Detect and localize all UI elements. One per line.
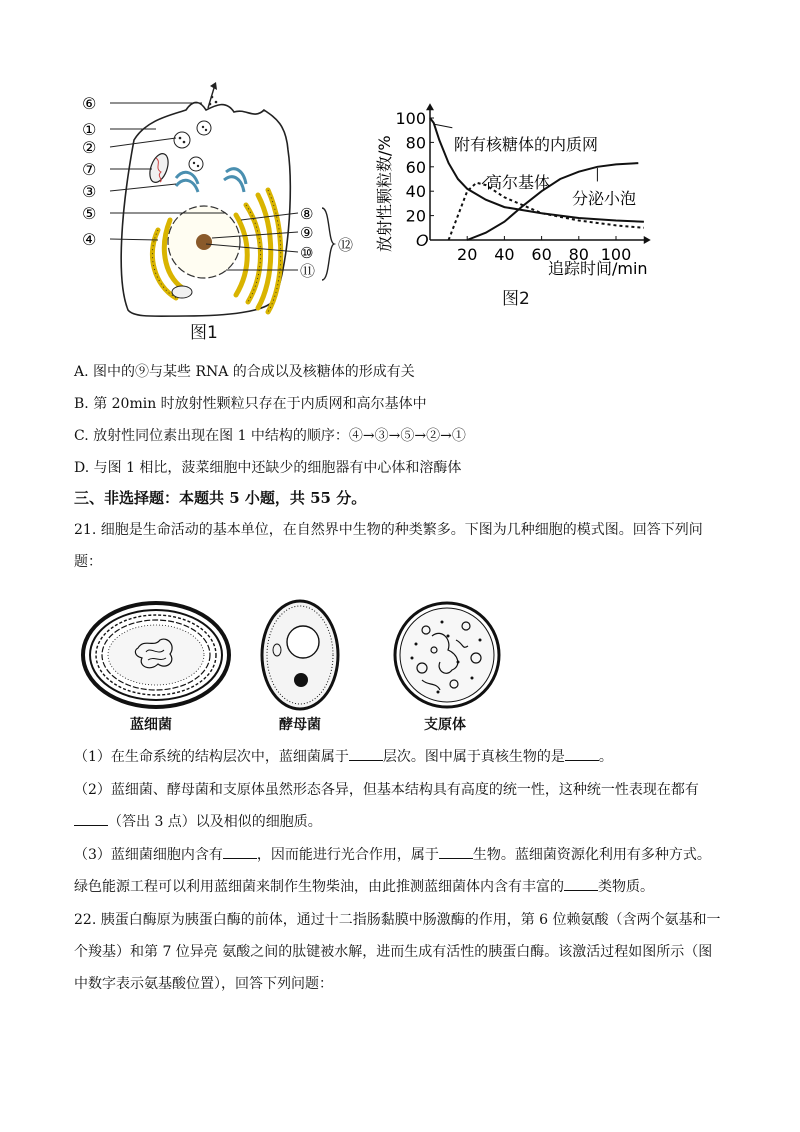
q21-p1-blank-2[interactable] <box>565 748 599 761</box>
series-label-golgi: 高尔基体 <box>486 173 551 192</box>
cell-name-mycoplasma: 支原体 <box>424 717 466 733</box>
label-9: ⑨ <box>300 224 314 242</box>
golgi-apparatus <box>176 169 246 192</box>
q21-p3-blank-2[interactable] <box>439 846 473 859</box>
figure2-ylabel: 放射性颗粒数/% <box>375 135 394 252</box>
q21-p3-text-b: ，因而能进行光合作用，属于 <box>256 847 439 863</box>
q21-part-2-line-2 <box>74 813 322 831</box>
q21-p3-text-d: 绿色能源工程可以利用蓝细菌来制作生物柴油，由此推测蓝细菌体内含有丰富的 <box>74 879 564 895</box>
yeast-illustration <box>259 598 341 712</box>
q21-p3-text-a: （3）蓝细菌细胞内含有 <box>74 847 223 863</box>
figure2-xlabel: 追踪时间/min <box>548 259 648 278</box>
label-1: ① <box>82 120 97 139</box>
option-a: A. 图中的⑨与某些 RNA 的合成以及核糖体的形成有关 <box>74 364 415 380</box>
q22-line-3: 中数字表示氨基酸位置），回答下列问题： <box>74 976 333 992</box>
q21-part-3-line-2 <box>74 878 654 896</box>
secretory-vesicle <box>174 132 190 148</box>
x-tick-label: 20 <box>457 245 478 264</box>
label-3: ③ <box>82 182 97 201</box>
label-6: ⑥ <box>82 94 97 113</box>
mycoplasma-illustration <box>392 600 502 710</box>
series-label-vesicle: 分泌小泡 <box>572 189 637 208</box>
cell-name-cyanobacteria: 蓝细菌 <box>130 717 172 733</box>
option-d: D. 与图 1 相比，菠菜细胞中还缺少的细胞器有中心体和溶酶体 <box>74 460 462 476</box>
y-tick-label: 20 <box>405 206 426 226</box>
label-8: ⑧ <box>300 205 314 223</box>
q22-line-2: 个羧基）和第 7 位异亮 氨酸之间的肽键被水解，进而生成有活性的胰蛋白酶。该激活过程如图所示（图 <box>74 944 713 960</box>
figure1-cell-diagram <box>76 80 366 340</box>
q21-part-2-line-1: （2）蓝细菌、酵母菌和支原体虽然形态各异，但基本结构具有高度的统一性，这种统一性表现在都有 <box>74 782 699 798</box>
q21-p3-blank-3[interactable] <box>564 878 598 891</box>
q21-p1-text-a: （1）在生命系统的结构层次中，蓝细菌属于 <box>74 749 349 765</box>
label-5: ⑤ <box>82 204 97 223</box>
nucleolus <box>196 234 212 250</box>
q22-line-1: 22. 胰蛋白酶原为胰蛋白酶的前体，通过十二指肠黏膜中肠激酶的作用，第 6 位赖氨酸（含两个氨基和一 <box>74 912 721 928</box>
label-7: ⑦ <box>82 160 97 179</box>
series-label-er: 附有核糖体的内质网 <box>454 135 599 154</box>
y-tick-label: 80 <box>405 133 426 153</box>
origin-label: O <box>416 231 429 250</box>
q21-p1-text-b: 层次。图中属于真核生物的是 <box>382 749 565 765</box>
option-c: C. 放射性同位素出现在图 1 中结构的顺序：④→③→⑤→②→① <box>74 428 466 444</box>
section-title: 三、非选择题：本题共 5 小题，共 55 分。 <box>74 489 367 507</box>
q21-part-3-line-1 <box>74 846 711 864</box>
q21-p1-text-c: 。 <box>598 749 613 765</box>
q21-stem-1: 21. 细胞是生命活动的基本单位，在自然界中生物的种类繁多。下图为几种细胞的模式图。回答下列问 <box>74 522 703 538</box>
x-tick-label: 80 <box>568 245 589 264</box>
brace <box>322 208 334 280</box>
label-2: ② <box>82 138 97 157</box>
figure1-caption: 图1 <box>190 323 218 343</box>
mitochondrion <box>146 151 171 185</box>
q21-p3-text-e: 类物质。 <box>598 879 654 895</box>
y-tick-label: 60 <box>405 157 426 177</box>
y-tick-label: 40 <box>405 182 426 202</box>
y-axis-arrow <box>426 103 434 110</box>
q21-p2-text-b: （答出 3 点）以及相似的细胞质。 <box>108 814 322 830</box>
er-label-pointer <box>434 124 453 128</box>
cell-name-yeast: 酵母菌 <box>279 717 321 733</box>
q21-p3-text-c: 生物。蓝细菌资源化利用有多种方式。 <box>472 847 711 863</box>
label-4: ④ <box>82 230 97 249</box>
x-tick-label: 100 <box>600 245 632 264</box>
figure2-caption: 图2 <box>502 289 530 309</box>
label-12: ⑫ <box>338 236 354 254</box>
figure2-line-chart <box>372 100 672 290</box>
q21-part-1 <box>74 748 613 766</box>
q21-stem-2: 题： <box>74 554 102 570</box>
q21-p1-blank-1[interactable] <box>349 748 383 761</box>
x-tick-label: 60 <box>531 245 552 264</box>
q21-p2-blank[interactable] <box>74 813 108 826</box>
x-axis-arrow <box>644 236 651 244</box>
label-10: ⑩ <box>300 244 314 262</box>
y-tick-label: 100 <box>395 109 426 128</box>
q21-p3-blank-1[interactable] <box>223 846 257 859</box>
cyanobacteria-illustration <box>80 600 232 710</box>
option-b: B. 第 20min 时放射性颗粒只存在于内质网和高尔基体中 <box>74 396 427 412</box>
label-11: ⑪ <box>300 262 316 280</box>
x-tick-label: 40 <box>494 245 515 264</box>
